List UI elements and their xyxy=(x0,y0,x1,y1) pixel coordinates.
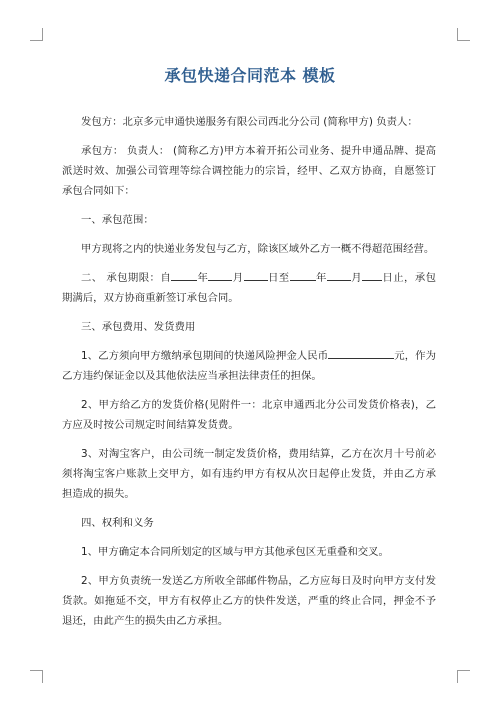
paragraph-shipping-price: 2、甲方给乙方的发货价格(见附件一：北京申通西北分公司发货价格表)，乙方应及时按公司规定时间结算发货费。 xyxy=(62,399,436,431)
paragraph-term xyxy=(62,268,436,308)
paragraph-rights-2: 2、甲方负责统一发送乙方所收全部邮件物品，乙方应每日及时向甲方支付发货款。如拖延不交，甲方有权停止乙方的快件发送，严重的终止合同，押金不予退还，由此产生的损失由乙方承担。 xyxy=(62,575,436,627)
blank-end-day[interactable] xyxy=(362,269,382,281)
term-text-end-month: 月 xyxy=(350,272,363,284)
blank-end-month[interactable] xyxy=(327,269,351,281)
term-text-end-year: 年 xyxy=(315,272,327,284)
paragraph-deposit xyxy=(62,346,436,386)
page-corner-mark-bottom-right xyxy=(457,670,470,683)
paragraph-contractor: 承包方： 负责人： (简称乙方)甲方本着开拓公司业务、提升申通品牌、提高派送时效、加强公司管理等综合调控能力的宗旨，经甲、乙双方协商，自愿签订承包合同如下： xyxy=(62,145,436,197)
blank-end-year[interactable] xyxy=(290,269,316,281)
blank-deposit-amount[interactable] xyxy=(328,347,394,359)
paragraph-taobao: 3、对淘宝客户，由公司统一制定发货价格，费用结算，乙方在次月十号前必须将淘宝客户账款上交甲方，如有违约甲方有权从次日起停止发货，并由乙方承担造成的损失。 xyxy=(62,448,436,500)
document-title: 承包快递合同范本 模板 xyxy=(164,66,336,85)
term-text-start: 二、 承包期限：自 xyxy=(81,272,172,284)
term-text-day-to: 日至 xyxy=(267,272,290,284)
document-body xyxy=(62,112,436,631)
paragraph-scope: 甲方现将之内的快递业务发包与乙方，除该区域外乙方一概不得超范围经营。 xyxy=(81,243,435,255)
page-corner-mark-bottom-left xyxy=(30,670,43,683)
blank-start-day[interactable] xyxy=(244,269,268,281)
blank-start-month[interactable] xyxy=(208,269,232,281)
paragraph-issuer: 发包方：北京多元申通快递服务有限公司西北分公司 (简称甲方) 负责人： xyxy=(81,116,418,128)
deposit-text-end: 元，作为乙方违约保证金以及其他依法应当承担法律责任的担保。 xyxy=(62,350,437,382)
section-heading-rights: 四、权利和义务 xyxy=(81,517,154,529)
paragraph-rights-1: 1、甲方确定本合同所划定的区域与甲方其他承包区无重叠和交叉。 xyxy=(81,546,389,558)
page-corner-mark-top-left xyxy=(30,28,43,41)
page-corner-mark-top-right xyxy=(457,28,470,41)
term-text-end: 日止，承包期满后，双方协商重新签订承包合同。 xyxy=(62,272,437,304)
section-heading-scope: 一、承包范围： xyxy=(81,214,154,226)
term-text-month: 月 xyxy=(232,272,244,284)
term-text-year: 年 xyxy=(197,272,209,284)
blank-start-year[interactable] xyxy=(171,269,197,281)
deposit-text-start: 1、乙方须向甲方缴纳承包期间的快递风险押金人民币 xyxy=(81,350,329,362)
section-heading-fees: 三、承包费用、发货费用 xyxy=(81,321,196,333)
